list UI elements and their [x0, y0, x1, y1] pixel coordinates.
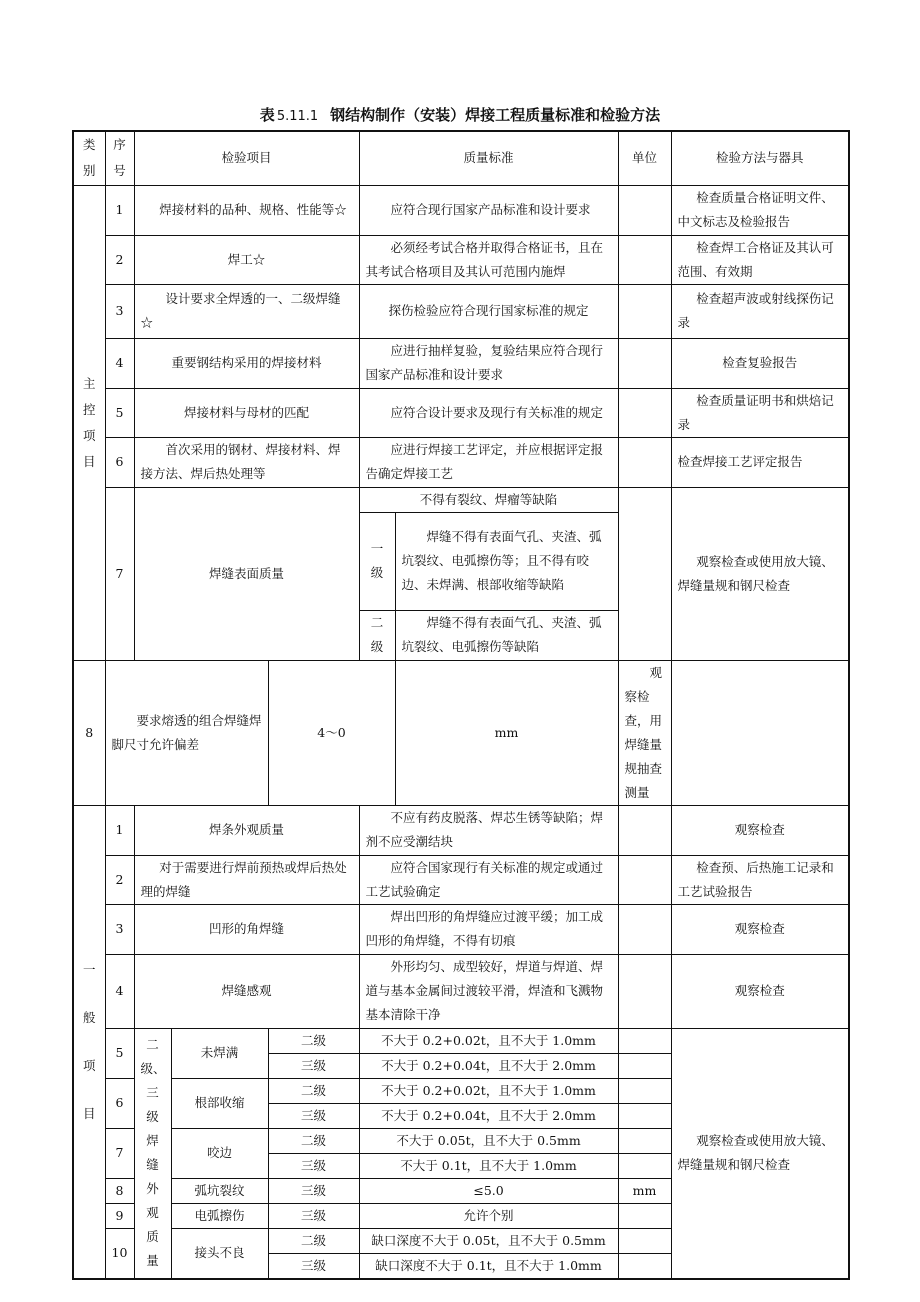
row-item: 对于需要进行焊前预热或焊后热处理的焊缝 [134, 855, 359, 904]
defect-name: 接头不良 [171, 1228, 268, 1279]
defect-name: 未焊满 [171, 1028, 268, 1078]
row-seq: 2 [105, 235, 134, 284]
header-method: 检验方法与器具 [671, 131, 849, 185]
row-unit [618, 185, 671, 235]
row-seq: 7 [105, 1128, 134, 1178]
row-unit [618, 235, 671, 284]
row-item: 凹形的角焊缝 [134, 904, 359, 954]
row-seq: 3 [105, 904, 134, 954]
row-standard: 焊缝不得有表面气孔、夹渣、弧坑裂纹、电弧擦伤等；且不得有咬边、未焊满、根部收缩等缺陷 [395, 512, 618, 610]
row-standard: 应符合国家现行有关标准的规定或通过工艺试验确定 [359, 855, 618, 904]
defect-name: 咬边 [171, 1128, 268, 1178]
row-method: 观察检查或使用放大镜、焊缝量规和钢尺检查 [671, 487, 849, 660]
row-standard: 应进行焊接工艺评定，并应根据评定报告确定焊接工艺 [359, 437, 618, 487]
row-standard: 焊出凹形的角焊缝应过渡平缓；加工成凹形的角焊缝，不得有切痕 [359, 904, 618, 954]
row-unit [618, 487, 671, 660]
table-row [73, 660, 849, 805]
row-seq: 4 [105, 954, 134, 1028]
row-standard: 不大于 0.2+0.02t，且不大于 1.0mm [359, 1028, 618, 1053]
row-unit: mm [618, 1178, 671, 1203]
row-standard: 不大于 0.2+0.04t，且不大于 2.0mm [359, 1103, 618, 1128]
grade-label: 三级 [268, 1253, 359, 1279]
row-item: 焊缝感观 [134, 954, 359, 1028]
grade-label: 二级 [268, 1028, 359, 1053]
table-row [73, 855, 849, 904]
header-row [73, 131, 849, 185]
appearance-method: 观察检查或使用放大镜、焊缝量规和钢尺检查 [671, 1028, 849, 1279]
row-seq: 1 [105, 185, 134, 235]
row-standard: 缺口深度不大于 0.05t，且不大于 0.5mm [359, 1228, 618, 1253]
main-category: 主控项目 [73, 185, 105, 660]
row-seq: 6 [105, 437, 134, 487]
row-item: 焊工☆ [134, 235, 359, 284]
table-row [73, 338, 849, 388]
row-standard: 应符合设计要求及现行有关标准的规定 [359, 388, 618, 437]
row-seq: 5 [105, 388, 134, 437]
header-item: 检验项目 [134, 131, 359, 185]
table-row [73, 437, 849, 487]
row-standard: 不大于 0.2+0.02t，且不大于 1.0mm [359, 1078, 618, 1103]
row-item: 焊接材料与母材的匹配 [134, 388, 359, 437]
row-unit [618, 904, 671, 954]
grade-label: 二级 [268, 1128, 359, 1153]
grade-label: 二级 [268, 1078, 359, 1103]
row-unit [618, 1203, 671, 1228]
row-seq: 4 [105, 338, 134, 388]
row-method: 检查预、后热施工记录和工艺试验报告 [671, 855, 849, 904]
header-category: 类别 [73, 131, 105, 185]
row-unit [618, 1228, 671, 1253]
row-standard: 4～0 [268, 660, 395, 805]
row-unit [618, 1253, 671, 1279]
grade-label: 二级 [268, 1228, 359, 1253]
general-category: 一般项目 [73, 805, 105, 1279]
row-unit [618, 954, 671, 1028]
row-item: 重要钢结构采用的焊接材料 [134, 338, 359, 388]
grade-label: 三级 [268, 1153, 359, 1178]
row-standard: 不应有药皮脱落、焊芯生锈等缺陷；焊剂不应受潮结块 [359, 805, 618, 855]
row-seq: 8 [73, 660, 105, 805]
table-row [73, 1028, 849, 1053]
row-unit [618, 338, 671, 388]
row-standard: 不大于 0.05t，且不大于 0.5mm [359, 1128, 618, 1153]
row-unit [618, 1153, 671, 1178]
row-seq: 9 [105, 1203, 134, 1228]
table-row [73, 904, 849, 954]
row-seq: 5 [105, 1028, 134, 1078]
table-row [73, 805, 849, 855]
row-item: 要求熔透的组合焊缝焊脚尺寸允许偏差 [105, 660, 268, 805]
grade-label: 三级 [268, 1203, 359, 1228]
row-method: 观察检查，用焊缝量规抽查测量 [618, 660, 671, 805]
row-seq: 7 [105, 487, 134, 660]
row-unit [618, 1028, 671, 1053]
row-unit [618, 437, 671, 487]
appearance-group-label: 二级、三级焊缝外观质量 [134, 1028, 171, 1279]
row-item: 焊缝表面质量 [134, 487, 359, 660]
table-row [73, 487, 849, 512]
grade-label: 一级 [359, 512, 395, 610]
row-method: 检查复验报告 [671, 338, 849, 388]
row-unit [618, 1078, 671, 1103]
row-method: 检查焊工合格证及其认可范围、有效期 [671, 235, 849, 284]
row-standard: 探伤检验应符合现行国家标准的规定 [359, 284, 618, 338]
table-row [73, 235, 849, 284]
row-standard: 允许个别 [359, 1203, 618, 1228]
row-standard-common: 不得有裂纹、焊瘤等缺陷 [359, 487, 618, 512]
row-item: 焊接材料的品种、规格、性能等☆ [134, 185, 359, 235]
row-item: 首次采用的钢材、焊接材料、焊接方法、焊后热处理等 [134, 437, 359, 487]
table-row [73, 284, 849, 338]
table-row [73, 185, 849, 235]
row-unit: mm [395, 660, 618, 805]
table-title [0, 104, 920, 125]
row-seq: 8 [105, 1178, 134, 1203]
row-item: 设计要求全焊透的一、二级焊缝☆ [134, 284, 359, 338]
row-method: 检查质量证明书和烘焙记录 [671, 388, 849, 437]
row-standard: ≤5.0 [359, 1178, 618, 1203]
table-row [73, 954, 849, 1028]
quality-standard-table [72, 130, 850, 1280]
row-method: 检查超声波或射线探伤记录 [671, 284, 849, 338]
row-unit [618, 284, 671, 338]
table-row [73, 388, 849, 437]
row-item: 焊条外观质量 [134, 805, 359, 855]
row-unit [618, 1103, 671, 1128]
row-method: 观察检查 [671, 904, 849, 954]
grade-label: 三级 [268, 1178, 359, 1203]
grade-label: 二级 [359, 610, 395, 660]
defect-name: 电弧擦伤 [171, 1203, 268, 1228]
row-standard: 外形均匀、成型较好，焊道与焊道、焊道与基本金属间过渡较平滑，焊渣和飞溅物基本清除干净 [359, 954, 618, 1028]
row-standard: 不大于 0.1t，且不大于 1.0mm [359, 1153, 618, 1178]
row-unit [618, 388, 671, 437]
row-standard: 应符合现行国家产品标准和设计要求 [359, 185, 618, 235]
row-seq: 3 [105, 284, 134, 338]
row-standard: 不大于 0.2+0.04t，且不大于 2.0mm [359, 1053, 618, 1078]
row-method: 观察检查 [671, 805, 849, 855]
row-standard: 缺口深度不大于 0.1t，且不大于 1.0mm [359, 1253, 618, 1279]
header-unit: 单位 [618, 131, 671, 185]
row-method: 观察检查 [671, 954, 849, 1028]
row-unit [618, 1128, 671, 1153]
row-seq: 1 [105, 805, 134, 855]
title-number: 5.11.1 [276, 109, 319, 124]
defect-name: 根部收缩 [171, 1078, 268, 1128]
grade-label: 三级 [268, 1103, 359, 1128]
header-standard: 质量标准 [359, 131, 618, 185]
row-unit [618, 855, 671, 904]
row-seq: 6 [105, 1078, 134, 1128]
row-standard: 必须经考试合格并取得合格证书，且在其考试合格项目及其认可范围内施焊 [359, 235, 618, 284]
row-method: 检查质量合格证明文件、中文标志及检验报告 [671, 185, 849, 235]
header-seq: 序号 [105, 131, 134, 185]
row-unit [618, 805, 671, 855]
defect-name: 弧坑裂纹 [171, 1178, 268, 1203]
row-seq: 2 [105, 855, 134, 904]
grade-label: 三级 [268, 1053, 359, 1078]
row-method: 检查焊接工艺评定报告 [671, 437, 849, 487]
title-text: 钢结构制作（安装）焊接工程质量标准和检验方法 [330, 106, 661, 124]
row-standard: 应进行抽样复验，复验结果应符合现行国家产品标准和设计要求 [359, 338, 618, 388]
row-unit [618, 1053, 671, 1078]
title-prefix: 表 [259, 106, 275, 124]
row-standard: 焊缝不得有表面气孔、夹渣、弧坑裂纹、电弧擦伤等缺陷 [395, 610, 618, 660]
row-seq: 10 [105, 1228, 134, 1279]
